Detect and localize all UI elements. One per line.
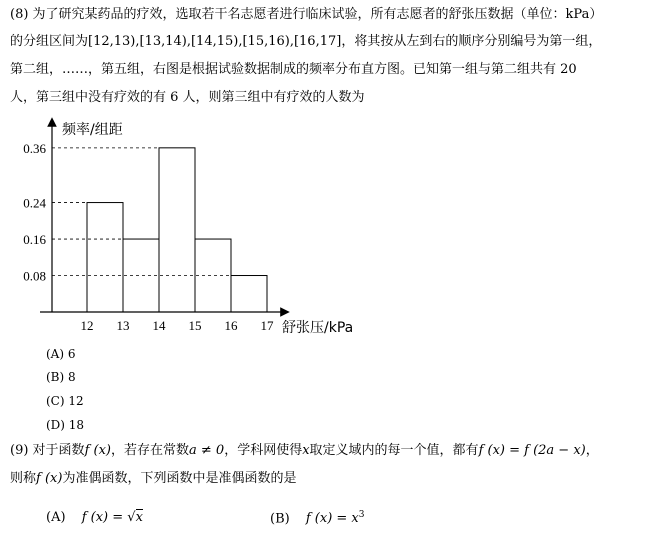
q8-option-b: (B) 8: [46, 370, 76, 384]
q9-line-1: [10, 443, 599, 459]
q9-option-a: [46, 510, 143, 525]
x-tick-label: 12: [80, 318, 94, 333]
q9-equation: f (x) = f (2a − x): [478, 443, 586, 458]
q9-text-d: 取定义域内的每一个值，都有: [309, 443, 479, 458]
q9-func-2: f (x): [36, 471, 63, 486]
y-tick-label: 0.24: [23, 195, 46, 211]
q8-line-2: 的分组区间为[12,13),[13,14),[14,15),[15,16),[16,17]，将其按从左到右的顺序分别编号为第一组，: [10, 34, 602, 49]
q9-var-x: x: [302, 443, 310, 458]
sqrt-symbol: √: [127, 510, 136, 525]
y-tick-label: 0.08: [23, 268, 46, 284]
histogram-bar-5: [231, 276, 267, 312]
q8-option-a: (A) 6: [46, 347, 76, 361]
histogram-bar-1: [87, 203, 123, 312]
x-tick-label: 17: [260, 318, 274, 333]
x-axis-label: 舒张压/kPa: [282, 320, 354, 336]
histogram-bar-4: [195, 239, 231, 312]
q9-text-b: ，若存在常数: [110, 443, 189, 458]
q9-text-f: 则称: [10, 471, 37, 486]
q8-option-d: (D) 18: [46, 418, 85, 432]
x-tick-label: 13: [116, 318, 130, 333]
y-tick-label: 0.36: [23, 140, 46, 156]
q8-line-4: 人，第三组中没有疗效的有 6 人，则第三组中有疗效的人数为: [10, 90, 365, 105]
q9-cond: a ≠ 0: [189, 443, 225, 458]
q9-option-a-label: (A): [46, 510, 66, 525]
q9-option-a-radicand: x: [135, 510, 143, 525]
q9-text-c: ，学科网使得: [224, 443, 303, 458]
q8-line-3: 第二组，……，第五组，右图是根据试验数据制成的频率分布直方图。已知第一组与第二组共有 20: [10, 62, 577, 77]
q9-option-b-expr: f (x) = x: [305, 511, 359, 527]
q9-text-e: ，: [585, 443, 599, 458]
q9-option-b-exponent: 3: [358, 510, 365, 520]
q9-func: f (x): [84, 443, 111, 458]
q9-text-a: (9) 对于函数: [10, 443, 85, 458]
x-tick-label: 15: [188, 318, 202, 333]
y-axis-label: 频率/组距: [62, 122, 123, 138]
y-tick-label: 0.16: [23, 232, 46, 248]
q9-option-a-expr: f (x) =: [81, 510, 128, 525]
histogram-bar-2: [123, 239, 159, 312]
q9-option-b: [270, 510, 365, 526]
histogram-bar-3: [159, 148, 195, 312]
x-tick-label: 16: [224, 318, 238, 333]
q8-line-1: (8) 为了研究某药品的疗效，选取若干名志愿者进行临床试验，所有志愿者的舒张压数据（单位：kPa）: [10, 7, 603, 22]
q9-text-g: 为准偶函数，下列函数中是准偶函数的是: [62, 471, 297, 486]
q8-option-c: (C) 12: [46, 394, 84, 408]
q9-option-b-label: (B): [270, 511, 290, 527]
q9-line-2: [10, 471, 296, 487]
x-tick-label: 14: [152, 318, 166, 333]
